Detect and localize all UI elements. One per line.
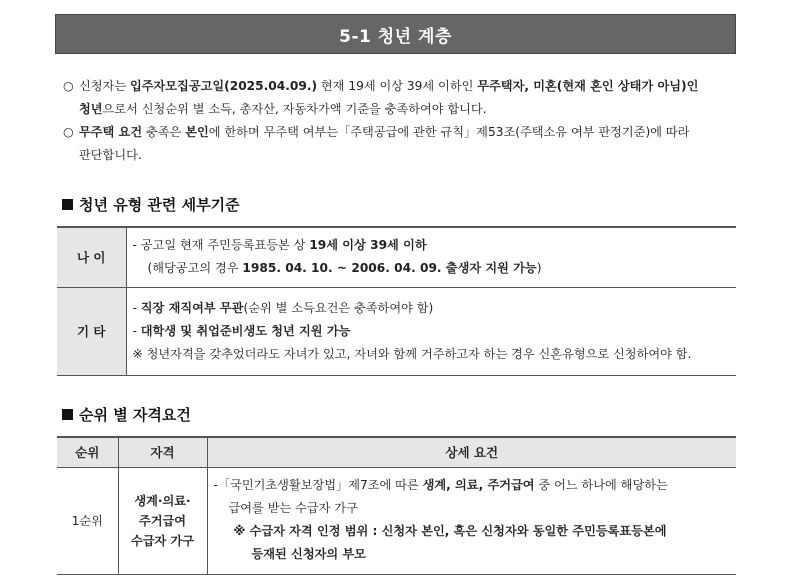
note-text: ※ 수급자 자격 인정 범위 : 신청자 본인, 혹은 신청자와 동일한 주민등록표등본에 — [233, 523, 667, 538]
note-text: ※ 청년자격을 갖추었더라도 자녀가 있고, 자녀와 함께 거주하고자 하는 경우 신혼유형으로 신청하여야 함. — [132, 346, 692, 361]
header-qualification: 자격 — [118, 437, 207, 467]
rank-cell: 1순위 — [71, 513, 103, 528]
header-detail: 상세 요건 — [207, 437, 736, 467]
circle-bullet-icon: ○ — [63, 125, 74, 139]
row-label-age: 나 이 — [57, 227, 126, 287]
table-row-age — [57, 227, 736, 287]
table-header-row — [57, 437, 736, 467]
intro-paragraph-1: ○ 신청자는 입주자모집공고일(2025.04.09.) 현재 19세 이상 39세 이하인 무주택자, 미혼(현재 혼인 상태가 아님)인 청년으로서 신청순위 별 소득, 총자산, 자동차가액 기준을 충족하여야 합니다. — [63, 75, 753, 121]
section-title: 5-1 청년 계층 — [339, 26, 452, 47]
row-label-other: 기 타 — [57, 287, 126, 375]
detail-cell: -「국민기초생활보장법」제7조에 따른 생계, 의료, 주거급여 중 어느 하나에 해당하는 급여를 받는 수급자 가구 ※ 수급자 자격 인정 범위 : 신청자 본인, 혹은 신청자와 동일한 주민등록표등본에 등재된 신청자의 부모 — [207, 467, 736, 574]
criteria-table — [57, 226, 736, 376]
qualification-cell: 생계·의료· 주거급여 수급자 가구 — [118, 467, 207, 574]
header-rank: 순위 — [57, 437, 118, 467]
intro-block — [63, 75, 753, 167]
square-bullet-icon — [62, 409, 73, 420]
table-row-other — [57, 287, 736, 375]
row-content-age: - 공고일 현재 주민등록표등본 상 19세 이상 39세 이하 (해당공고의 경우 1985. 04. 10. ~ 2006. 04. 09. 출생자 지원 가능) — [132, 238, 542, 276]
intro-paragraph-2: ○ 무주택 요건 충족은 본인에 한하며 무주택 여부는「주택공급에 관한 규칙」제53조(주택소유 여부 판정기준)에 따라 판단합니다. — [63, 121, 753, 167]
rank-qualification-table — [57, 436, 736, 575]
square-bullet-icon — [62, 199, 73, 210]
section-title-bar — [55, 14, 736, 54]
row-content-other: - 직장 재직여부 무관(순위 별 소득요건은 충족하여야 함) - 대학생 및 취업준비생도 청년 지원 가능 ※ 청년자격을 갖추었더라도 자녀가 있고, 자녀와 함께 거주하고자 하는 경우 신혼유형으로 신청하여야 함. — [126, 287, 736, 375]
table-row — [57, 467, 736, 574]
circle-bullet-icon: ○ — [63, 79, 74, 93]
section-heading-youth-criteria: 청년 유형 관련 세부기준 — [62, 194, 240, 215]
section-heading-rank-qualifications: 순위 별 자격요건 — [62, 404, 191, 425]
